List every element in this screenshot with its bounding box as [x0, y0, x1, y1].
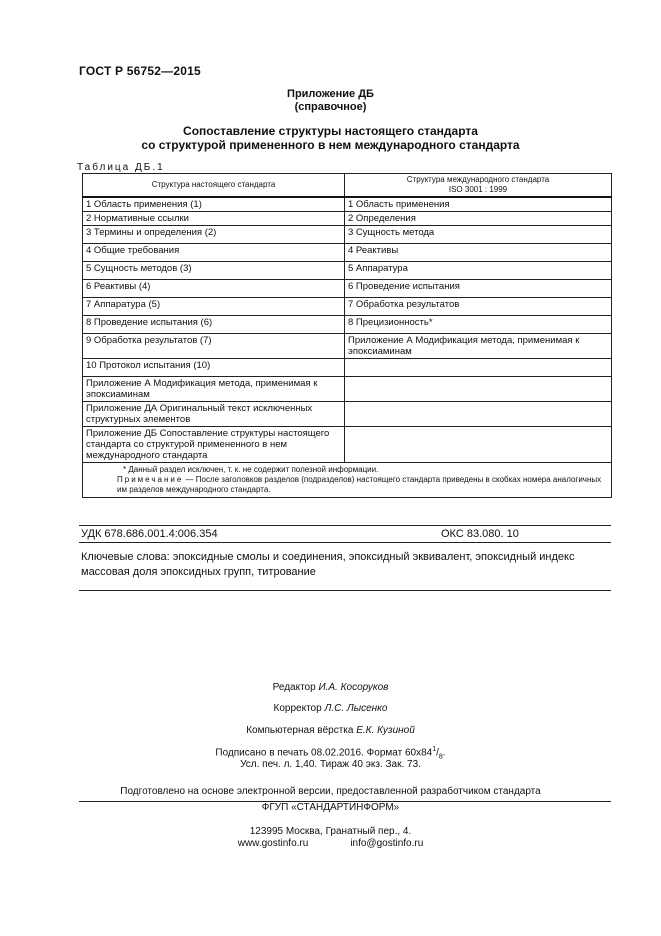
- oks-code: ОКС 83.080. 10: [441, 528, 519, 540]
- table-cell-international: Приложение А Модификация метода, применимая к эпоксиаминам: [345, 334, 612, 359]
- appendix-title: Приложение ДБ: [287, 88, 374, 100]
- signed-suffix: .: [442, 747, 446, 759]
- appendix-heading-line1: Сопоставление структуры настоящего стандарта: [183, 124, 478, 138]
- format-fraction-den: 8: [438, 753, 443, 761]
- table-cell-international: 4 Реактивы: [345, 244, 612, 262]
- editor-name: И.А. Косоруков: [318, 682, 389, 693]
- table-cell-international: [345, 402, 612, 427]
- publisher-address: 123995 Москва, Гранатный пер., 4.: [249, 826, 412, 837]
- signed-text: Подписано в печать 08.02.2016. Формат 60x84: [215, 747, 433, 759]
- layout-name: Е.К. Кузиной: [356, 725, 415, 736]
- table-cell-national: 2 Нормативные ссылки: [83, 212, 345, 226]
- table-row: [83, 298, 612, 316]
- table-cell-international: [345, 377, 612, 402]
- table-header-row: [83, 174, 612, 198]
- column-header-international: [345, 174, 612, 198]
- table-cell-international: 7 Обработка результатов: [345, 298, 612, 316]
- corrector-label: Корректор: [273, 703, 325, 714]
- divider-bottom: [79, 590, 611, 591]
- table-row: [83, 197, 612, 212]
- table-row: [83, 402, 612, 427]
- table-row: [83, 359, 612, 377]
- publisher-org: ФГУП «СТАНДАРТИНФОРМ»: [261, 802, 400, 813]
- table-cell-international: 1 Область применения: [345, 197, 612, 212]
- table-row: [83, 334, 612, 359]
- table-row: [83, 262, 612, 280]
- signed-line: Подписано в печать 08.02.2016. Формат $60x84^1/_8$.: [215, 746, 446, 761]
- table-row: [83, 244, 612, 262]
- table-cell-national: 10 Протокол испытания (10): [83, 359, 345, 377]
- column-header-international-code: ISO 3001 : 1999: [448, 185, 508, 194]
- print-info: Усл. печ. л. 1,40. Тираж 40 экз. Зак. 73.: [240, 759, 421, 770]
- note-label: Примечание: [117, 475, 184, 484]
- corrector-line: [0, 703, 661, 714]
- table-cell-international: 8 Прецизионность*: [345, 316, 612, 334]
- table-cell-international: [345, 359, 612, 377]
- table-row: [83, 316, 612, 334]
- table-cell-national: 4 Общие требования: [83, 244, 345, 262]
- table-row: [83, 377, 612, 402]
- editor-line: [0, 682, 661, 693]
- udc-code: УДК 678.686.001.4:006.354: [81, 528, 218, 540]
- corrector-name: Л.С. Лысенко: [324, 703, 388, 714]
- table-cell-national: Приложение ДА Оригинальный текст исключенных структурных элементов: [83, 402, 345, 427]
- editor-label: Редактор: [272, 682, 319, 693]
- table-cell-national: Приложение ДБ Сопоставление структуры настоящего стандарта со структурой примененного в нем международного стандарта: [83, 427, 345, 463]
- layout-label: Компьютерная вёрстка: [246, 725, 357, 736]
- table-caption: Таблица ДБ.1: [77, 162, 165, 173]
- table-cell-international: 5 Аппаратура: [345, 262, 612, 280]
- table-cell-national: 9 Обработка результатов (7): [83, 334, 345, 359]
- table-notes: [83, 463, 612, 498]
- format-fraction-num: 1: [432, 746, 437, 753]
- table-cell-international: 6 Проведение испытания: [345, 280, 612, 298]
- table-cell-national: 3 Термины и определения (2): [83, 226, 345, 244]
- standard-code: ГОСТ Р 56752—2015: [79, 64, 201, 78]
- appendix-subtitle: (справочное): [294, 101, 367, 113]
- table-cell-national: 8 Проведение испытания (6): [83, 316, 345, 334]
- layout-line: [0, 725, 661, 736]
- divider-top: [79, 525, 611, 526]
- table-note-row: [83, 463, 612, 498]
- table-cell-national: 7 Аппаратура (5): [83, 298, 345, 316]
- table-cell-national: Приложение А Модификация метода, применимая к эпоксиаминам: [83, 377, 345, 402]
- table-row: [83, 226, 612, 244]
- table-cell-national: 6 Реактивы (4): [83, 280, 345, 298]
- table-cell-international: 2 Определения: [345, 212, 612, 226]
- column-header-national: Структура настоящего стандарта: [83, 174, 345, 198]
- publisher-contacts: [0, 838, 661, 849]
- table-cell-national: 5 Сущность методов (3): [83, 262, 345, 280]
- footnote-marker: *: [123, 465, 127, 474]
- table-row: [83, 212, 612, 226]
- publisher-email[interactable]: info@gostinfo.ru: [350, 838, 424, 849]
- table-row: [83, 280, 612, 298]
- table-cell-international: 3 Сущность метода: [345, 226, 612, 244]
- divider-mid: [79, 542, 611, 543]
- note-text: — После заголовков разделов (подразделов) настоящего стандарта приведены в скобках номера аналогичных им разделов международного стандарта.: [117, 475, 602, 494]
- table-row: [83, 427, 612, 463]
- table-footnote: Данный раздел исключен, т. к. не содержит полезной информации.: [128, 465, 379, 474]
- column-header-international-title: Структура международного стандарта: [406, 175, 550, 184]
- publisher-website[interactable]: www.gostinfo.ru: [237, 838, 309, 849]
- table-cell-national: 1 Область применения (1): [83, 197, 345, 212]
- prepared-note: Подготовлено на основе электронной версии, предоставленной разработчиком стандарта: [120, 786, 541, 797]
- appendix-heading-line2: со структурой примененного в нем международного стандарта: [141, 138, 520, 152]
- comparison-table: [82, 173, 612, 498]
- table-cell-international: [345, 427, 612, 463]
- keywords: Ключевые слова: эпоксидные смолы и соединения, эпоксидный эквивалент, эпоксидный индекс массовая доля эпоксидных групп, титрование: [81, 551, 575, 578]
